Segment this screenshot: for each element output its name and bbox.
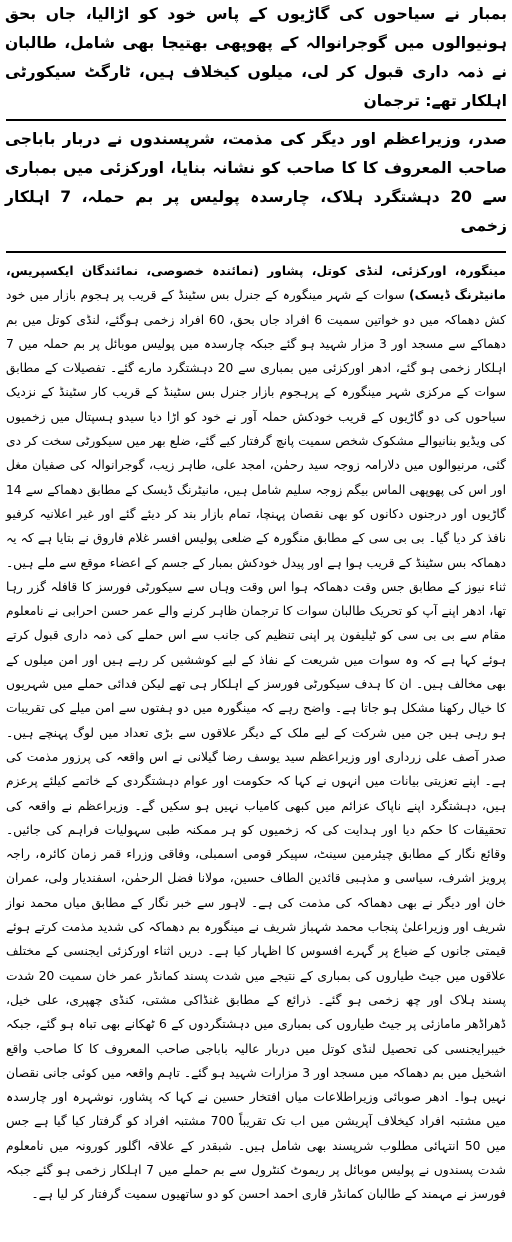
headline-divider xyxy=(6,119,506,121)
headline-second: صدر، وزیراعظم اور دیگر کی مذمت، شرپسندوں نے دربار باباجی صاحب المعروف کا کا صاحب کو نشانہ بنایا، اورکزئی میں بمباری سے 20 دہشتگرد ہلاک، چارسدہ پولیس پر بم حملہ، 7 اہلکار زخمی xyxy=(5,130,507,235)
headline-top: بمبار نے سیاحوں کی گاڑیوں کے پاس خود کو اڑالیا، جاں بحق ہونیوالوں میں گوجرانوالہ کے پھوپھی بھتیجا بھی شامل، طالبان نے ذمہ داری قبول کر لی، میلوں کیخلاف ہیں، ٹارگٹ سیکورٹی اہلکار تھے: ترجمان xyxy=(5,5,507,110)
body-divider xyxy=(6,251,506,253)
article-body-text: سوات کے شہر مینگورہ کے جنرل بس سٹینڈ کے قریب پر ہجوم بازار میں خود کش دھماکہ میں دو خواتین سمیت 6 افراد جاں بحق، 60 افراد زخمی ہوگئے، لنڈی کوتل میں بم دھماکے سے مسجد اور 3 مزار شہید ہو گئے جبکہ چارسدہ میں پولیس موبائل پر بم حملہ میں 7 اہلکار زخمی ہو گئے، ادھر اورکزئی میں بمباری سے 20 دہشتگرد مارے گئے۔ تفصیلات کے مطابق سوات کے مرکزی شہر مینگورہ کے پرہجوم بازار جنرل بس سٹینڈ کے قریب کار سٹینڈ کے نزدیک سیاحوں کی دو گاڑیوں کے قریب خودکش حملہ آور نے خود کو اڑا دیا سیدو ہسپتال میں زخمیوں کی ویڈیو بنانیوالے مشکوک شخص سمیت پانچ گرفتار کیے گئے، ضلع بھر میں سیکورٹی سخت کر دی گئی، مرنیوالوں میں دلارامہ زوجہ سید رحمٰن، امجد علی، طاہر زیب، گوجرانوالہ کی صفیان مغل اور اس کی پھوپھی الماس بیگم زوجہ سلیم شامل ہیں، مانیٹرنگ ڈیسک کے مطابق دھماکے سے 14 گاڑیوں اور درجنوں دکانوں کو بھی نقصان پہنچا، تمام بازار بند کر دیئے گئے اور غیر اعلانیہ کرفیو نافذ کر دیا گیا۔ بی بی سی کے مطابق منگورہ کے ضلعی پولیس افسر غلام فاروق نے بتایا ہے کہ یہ دھماکہ بس سٹینڈ کے قریب ہوا ہے اور پیدل خودکش بمبار کے جسم کے اعضاء موقع سے ملے ہیں۔ ثناء نیوز کے مطابق جس وقت دھماکہ ہوا اس وقت وہاں سے سیکورٹی فورسز کا قافلہ گزر رہا تھا، ادھر اپنے آپ کو تحریک طالبان سوات کا ترجمان ظاہر کرنے والے عمر حسن احرابی نے نامعلوم مقام سے بی بی سی کو ٹیلیفون پر اپنی تنظیم کی جانب سے اس حملے کی ذمہ داری قبول کرتے ہوئے کہا ہے کہ وہ سوات میں شریعت کے نفاذ کے لیے کوششیں کر رہے ہیں اور امن میلوں کے بھی مخالف ہیں۔ ان کا ہدف سیکورٹی فورسز کے اہلکار ہی تھے لیکن فدائی حملے میں شہریوں کا خیال رکھنا مشکل ہو جاتا ہے۔ واضح رہے کہ مینگورہ میں دو ہفتوں سے امن میلے کی تقریبات ہو رہی ہیں جن میں شرکت کے لیے ملک کے دیگر علاقوں سے بڑی تعداد میں لوگ پہنچے ہیں۔ صدر آصف علی زرداری اور وزیراعظم سید یوسف رضا گیلانی نے اس واقعہ کی پرزور مذمت کی ہے۔ اپنے تعزیتی بیانات میں انہوں نے کہا کہ حکومت اور عوام دہشتگردی کے خاتمے کیلئے پرعزم ہیں، دہشتگرد اپنے ناپاک عزائم میں کبھی کامیاب نہیں ہو سکیں گے۔ وزیراعظم نے واقعہ کی تحقیقات کا حکم دیا اور ہدایت کی کہ زخمیوں کو ہر ممکنہ طبی سہولیات فراہم کی جائیں۔ وقائع نگار کے مطابق چیئرمین سینٹ، سپیکر قومی اسمبلی، وفاقی وزراء قمر زمان کائرہ، راجہ پرویز اشرف، سیاسی و مذہبی قائدین الطاف حسین، مولانا فضل الرحمٰن، اسفندیار ولی، عمران خان اور دیگر نے بھی دھماکہ کی مذمت کی ہے۔ لاہور سے خبر نگار کے مطابق میاں محمد نواز شریف اور وزیراعلیٰ پنجاب محمد شہباز شریف نے مینگورہ بم دھماکہ کی شدید مذمت کرتے ہوئے قیمتی جانوں کے ضیاع پر گہرے افسوس کا اظہار کیا ہے۔ دریں اثناء اورکزئی ایجنسی کے مختلف علاقوں میں جیٹ طیاروں کی بمباری کے نتیجے میں شدت پسند کمانڈر عمر خان سمیت 20 شدت پسند ہلاک اور چھ زخمی ہو گئے۔ ذرائع کے مطابق غنڈاکی مشتی، کنڈی چھپری، علی خیل، ڈھراڈھر مامازئی پر جیٹ طیاروں کی بمباری میں دہشتگردوں کے 6 ٹھکانے بھی تباہ ہو گئے، جبکہ خیبرایجنسی کی تحصیل لنڈی کوتل میں دربار عالیہ باباجی صاحب المعروف کا کا صاحب واقع اشخیل میں بم دھماکہ میں مسجد اور 3 مزارات شہید ہو گئے۔ تاہم واقعہ میں کوئی جانی نقصان نہیں ہوا۔ ادھر صوبائی وزیراطلاعات میاں افتخار حسین نے کہا کہ پشاور، نوشہرہ اور چارسدہ میں مشتبہ افراد کیخلاف آپریشن میں اب تک تقریباً 700 مشتبہ افراد کو گرفتار کیا گیا ہے جس میں 50 انتہائی مطلوب شرپسند بھی شامل ہیں۔ شبقدر کے علاقہ اگلور کورونہ میں نامعلوم شدت پسندوں نے پولیس موبائل پر ریموٹ کنٹرول سے بم حملے میں 7 اہلکار زخمی ہو گئے جبکہ فورسز نے مہمند کے طالبان کمانڈر قاری احمد احسن کو دو ساتھیوں سمیت گرفتار کر لیا ہے۔ xyxy=(6,288,507,1202)
article-body xyxy=(0,259,512,1207)
dateline: مینگورہ، اورکزئی، لنڈی کوتل، پشاور (نمائندہ خصوصی، نمائندگان ایکسپریس، مانیٹرنگ ڈیسک) xyxy=(6,264,506,303)
